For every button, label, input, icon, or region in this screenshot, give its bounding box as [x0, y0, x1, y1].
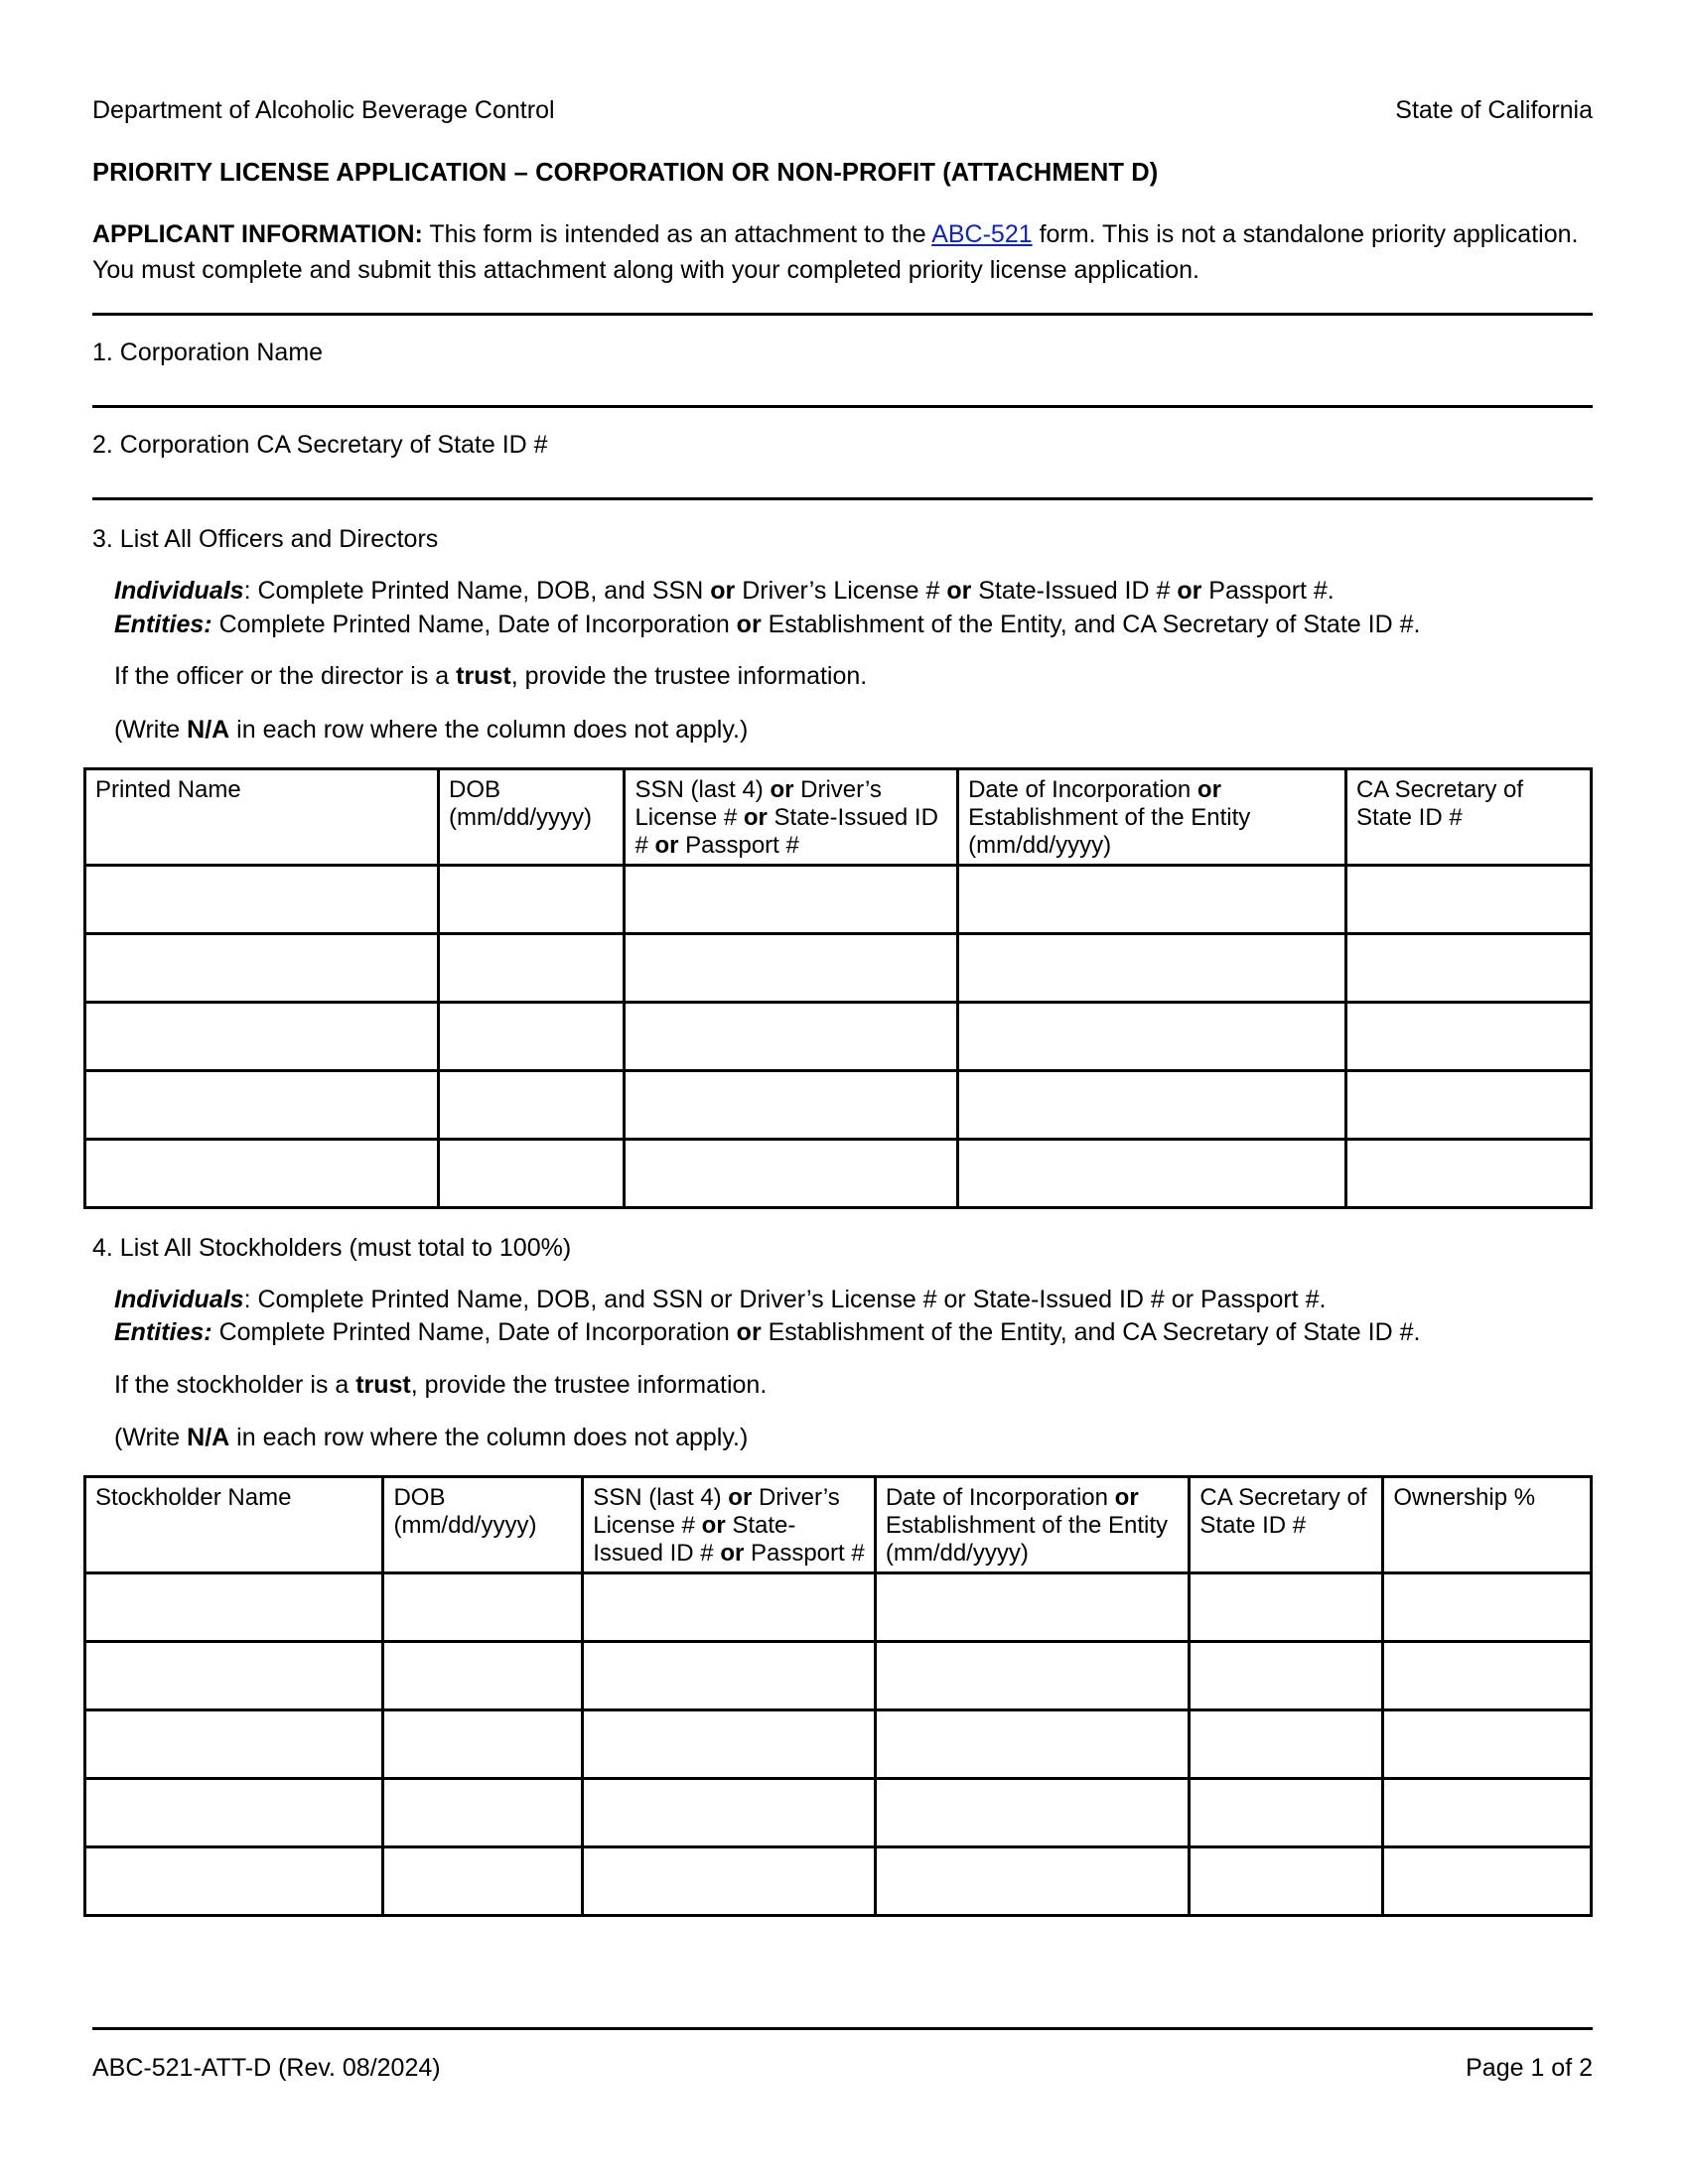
table-cell[interactable] [85, 933, 439, 1002]
table-cell[interactable] [958, 865, 1346, 933]
table-cell[interactable] [583, 1710, 876, 1779]
table-cell[interactable] [85, 1070, 439, 1139]
field-corporation-sos-id[interactable] [92, 408, 1593, 497]
table-cell[interactable] [85, 1710, 383, 1779]
table-cell[interactable] [583, 1779, 876, 1847]
field-corporation-name-label: 1. Corporation Name [92, 339, 324, 366]
table-cell[interactable] [1190, 1710, 1383, 1779]
table-cell[interactable] [625, 933, 958, 1002]
table-body [85, 865, 1592, 1207]
column-header: SSN (last 4) or Driver’s License # or State-Issued ID # or Passport # [625, 768, 958, 865]
table-cell[interactable] [1383, 1573, 1592, 1642]
table-cell[interactable] [383, 1779, 583, 1847]
table-cell[interactable] [1345, 1070, 1591, 1139]
applicant-information-label: APPLICANT INFORMATION: [92, 220, 423, 248]
applicant-information-paragraph [92, 217, 1582, 288]
table-cell[interactable] [958, 1070, 1346, 1139]
table-header-row [85, 1477, 1592, 1573]
table-cell[interactable] [1190, 1573, 1383, 1642]
section-4-entities-label: Entities: [114, 1318, 212, 1347]
section-3-body [114, 576, 1593, 743]
table-cell[interactable] [583, 1642, 876, 1710]
section-3-individuals-or-3: or [1177, 577, 1202, 605]
table-cell[interactable] [875, 1573, 1190, 1642]
table-cell[interactable] [583, 1847, 876, 1916]
section-4-na-word: N/A [187, 1424, 230, 1452]
table-cell[interactable] [1345, 1002, 1591, 1070]
table-cell[interactable] [625, 1070, 958, 1139]
column-header: Stockholder Name [85, 1477, 383, 1573]
table-cell[interactable] [583, 1573, 876, 1642]
column-header: DOB (mm/dd/yyyy) [439, 768, 625, 865]
applicant-text-before-link: This form is intended as an attachment to the [422, 220, 932, 248]
section-3-individuals-text-a: : Complete Printed Name, DOB, and SSN [243, 577, 711, 605]
section-4-trust-text-b: , provide the trustee information. [410, 1370, 768, 1399]
table-cell[interactable] [85, 1847, 383, 1916]
table-cell[interactable] [875, 1710, 1190, 1779]
page-content [92, 0, 1593, 1917]
abc-521-link[interactable]: ABC-521 [931, 220, 1033, 248]
section-4-trust-text-a: If the stockholder is a [114, 1370, 356, 1399]
table-cell[interactable] [439, 1070, 625, 1139]
column-header: DOB (mm/dd/yyyy) [383, 1477, 583, 1573]
table-cell[interactable] [383, 1847, 583, 1916]
table-cell[interactable] [625, 865, 958, 933]
table-cell[interactable] [875, 1642, 1190, 1710]
column-header: CA Secretary of State ID # [1190, 1477, 1383, 1573]
table-cell[interactable] [1345, 865, 1591, 933]
table-cell[interactable] [439, 1002, 625, 1070]
column-header: Printed Name [85, 768, 439, 865]
table-cell[interactable] [1190, 1847, 1383, 1916]
table-row [85, 865, 1592, 933]
table-cell[interactable] [85, 1002, 439, 1070]
section-3-entities-label: Entities: [114, 610, 212, 638]
table-cell[interactable] [958, 1002, 1346, 1070]
table-cell[interactable] [1383, 1779, 1592, 1847]
section-3-entities-text-a: Complete Printed Name, Date of Incorporation [211, 610, 737, 638]
section-4-entities-or: or [736, 1318, 762, 1347]
table-cell[interactable] [958, 1139, 1346, 1207]
table-row [85, 1573, 1592, 1642]
agency-name: Department of Alcoholic Beverage Control [92, 96, 555, 124]
table-row [85, 1847, 1592, 1916]
table-cell[interactable] [958, 933, 1346, 1002]
section-4-entities-line [114, 1317, 1593, 1348]
section-3-trust-word: trust [456, 662, 511, 690]
table-cell[interactable] [875, 1847, 1190, 1916]
table-row [85, 1710, 1592, 1779]
section-4-heading: 4. List All Stockholders (must total to 100%) [92, 1233, 572, 1262]
document-footer [92, 2027, 1593, 2083]
column-header: Ownership % [1383, 1477, 1592, 1573]
table-cell[interactable] [85, 865, 439, 933]
page-title: PRIORITY LICENSE APPLICATION – CORPORATION OR NON-PROFIT (ATTACHMENT D) [92, 159, 1159, 187]
table-cell[interactable] [625, 1002, 958, 1070]
section-4-body [114, 1285, 1593, 1451]
section-3-na-note [114, 715, 1593, 744]
state-name: State of California [1395, 96, 1593, 124]
table-cell[interactable] [1345, 1139, 1591, 1207]
section-4-trust-line [114, 1370, 1593, 1401]
section-3-entities-or: or [736, 610, 762, 638]
officers-and-directors-table [83, 767, 1593, 1209]
document-header [92, 0, 1593, 125]
column-header: CA Secretary of State ID # [1345, 768, 1591, 865]
section-3-trust-line [114, 661, 1593, 692]
table-cell[interactable] [1345, 933, 1591, 1002]
section-3-na-text-a: (Write [114, 715, 188, 744]
column-header: Date of Incorporation or Establishment of the Entity (mm/dd/yyyy) [875, 1477, 1190, 1573]
section-4-na-text-a: (Write [114, 1424, 188, 1452]
applicant-text-after-link: form. This is not a standalone priority application. You must complete and submit this attachment along with your completed priority license application. [92, 220, 1579, 284]
section-3-na-text-b: in each row where the column does not apply.) [229, 715, 749, 744]
table-cell[interactable] [875, 1779, 1190, 1847]
section-3-individuals-text-d: Passport #. [1201, 577, 1335, 605]
table-row [85, 1779, 1592, 1847]
table-cell[interactable] [439, 865, 625, 933]
field-corporation-name[interactable] [92, 316, 1593, 405]
table-cell[interactable] [1190, 1642, 1383, 1710]
column-header: SSN (last 4) or Driver’s License # or State-Issued ID # or Passport # [583, 1477, 876, 1573]
table-row [85, 1642, 1592, 1710]
section-4-na-note [114, 1426, 1593, 1450]
section-3-individuals-text-b: Driver’s License # [735, 577, 947, 605]
stockholders-table [83, 1475, 1593, 1917]
column-header: Date of Incorporation or Establishment of the Entity (mm/dd/yyyy) [958, 768, 1346, 865]
table-cell[interactable] [85, 1139, 439, 1207]
page-number: Page 1 of 2 [1466, 2054, 1593, 2082]
section-3-entities-text-b: Establishment of the Entity, and CA Secretary of State ID #. [761, 610, 1421, 638]
section-3-na-word: N/A [187, 715, 230, 744]
section-4-trust-word: trust [355, 1370, 411, 1399]
section-4-entities-text-a: Complete Printed Name, Date of Incorporation [211, 1318, 737, 1347]
section-3-trust-text-a: If the officer or the director is a [114, 662, 457, 690]
table-cell[interactable] [383, 1710, 583, 1779]
table-header-row [85, 768, 1592, 865]
table-row [85, 1002, 1592, 1070]
section-4-entities-text-b: Establishment of the Entity, and CA Secretary of State ID #. [761, 1318, 1421, 1347]
table-cell[interactable] [85, 1573, 383, 1642]
section-3-trust-text-b: , provide the trustee information. [510, 662, 868, 690]
section-4-individuals-text: : Complete Printed Name, DOB, and SSN or Driver’s License # or State-Issued ID # or Passport #. [243, 1285, 1327, 1313]
table-cell[interactable] [1383, 1642, 1592, 1710]
section-4-individuals-line [114, 1285, 1593, 1315]
section-3-individuals-or-1: or [710, 577, 736, 605]
table-cell[interactable] [383, 1642, 583, 1710]
section-3-entities-line [114, 610, 1593, 640]
table-body [85, 1573, 1592, 1916]
table-cell[interactable] [85, 1642, 383, 1710]
table-cell[interactable] [1190, 1779, 1383, 1847]
section-3-heading: 3. List All Officers and Directors [92, 525, 439, 553]
section-3-individuals-label: Individuals [114, 577, 244, 605]
field-corporation-sos-id-label: 2. Corporation CA Secretary of State ID # [92, 431, 548, 459]
section-3-individuals-or-2: or [946, 577, 972, 605]
table-cell[interactable] [1383, 1847, 1592, 1916]
section-3-individuals-text-c: State-Issued ID # [971, 577, 1178, 605]
form-id: ABC-521-ATT-D (Rev. 08/2024) [92, 2054, 441, 2082]
table-cell[interactable] [439, 1139, 625, 1207]
section-3-individuals-line [114, 576, 1593, 607]
table-cell[interactable] [383, 1573, 583, 1642]
table-row [85, 1139, 1592, 1207]
table-row [85, 933, 1592, 1002]
table-cell[interactable] [625, 1139, 958, 1207]
table-cell[interactable] [85, 1779, 383, 1847]
table-cell[interactable] [439, 933, 625, 1002]
table-row [85, 1070, 1592, 1139]
table-cell[interactable] [1383, 1710, 1592, 1779]
section-4-individuals-label: Individuals [114, 1285, 244, 1313]
section-4-na-text-b: in each row where the column does not apply.) [229, 1424, 749, 1452]
